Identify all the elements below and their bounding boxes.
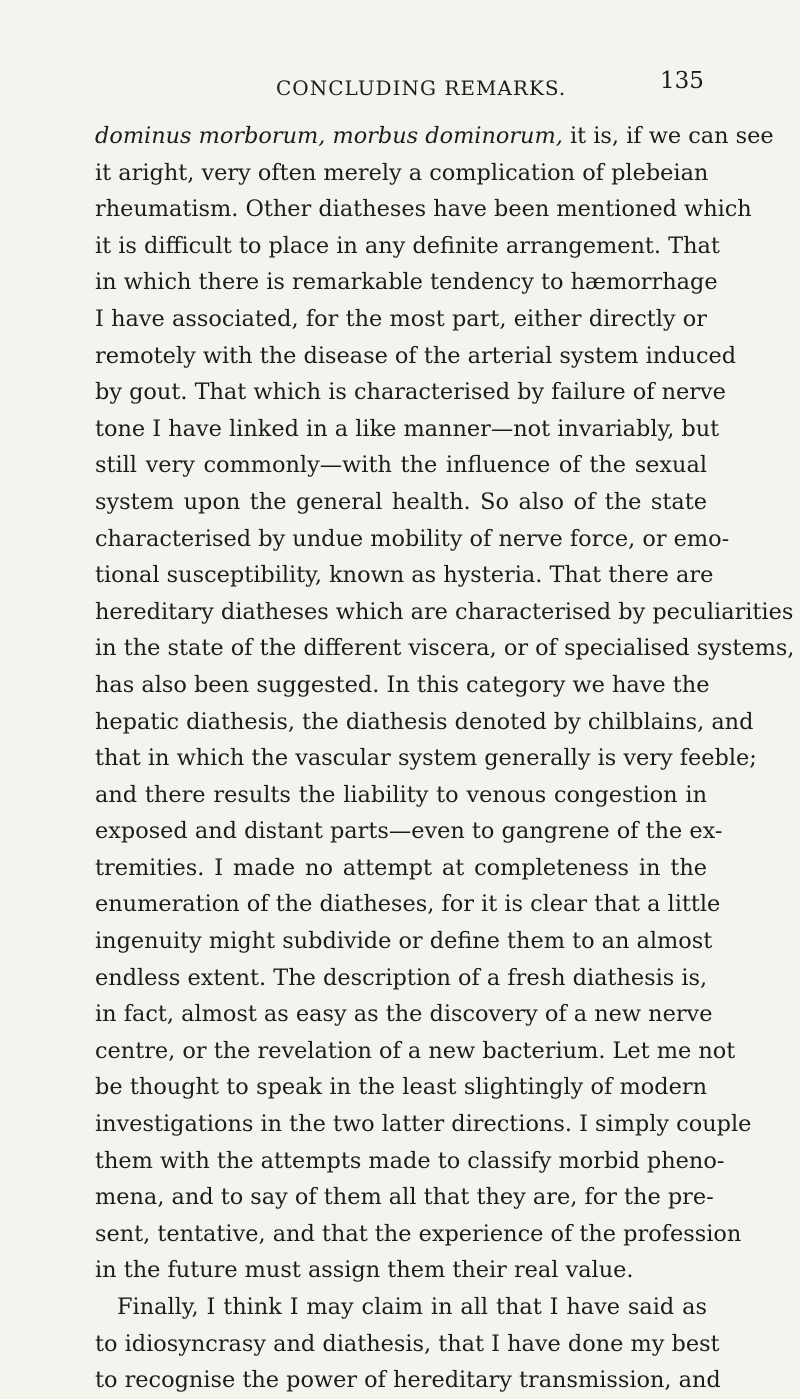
text-line: to recognise the power of hereditary transmission, and <box>95 1367 721 1394</box>
text-line: mena, and to say of them all that they are, for the pre- <box>95 1184 714 1211</box>
text-line: be thought to speak in the least slightingly of modern <box>95 1074 707 1101</box>
running-head <box>0 68 800 110</box>
text-line: in which there is remarkable tendency to hæmorrhage <box>95 269 718 296</box>
text-line-rest: it is, if we can see <box>562 123 774 149</box>
text-line: in the state of the different viscera, or of specialised systems, <box>95 635 795 662</box>
text-line: characterised by undue mobility of nerve force, or emo- <box>95 525 730 552</box>
text-line: I have associated, for the most part, either directly or <box>95 305 707 332</box>
text-line: that in which the vascular system generally is very feeble; <box>95 745 757 772</box>
text-line: hepatic diathesis, the diathesis denoted by chilblains, and <box>95 708 754 735</box>
text-line: tional susceptibility, known as hysteria. That there are <box>95 562 714 589</box>
text-line paragraph-start: Finally, I think I may claim in all that I have said as <box>117 1294 707 1320</box>
text-line: investigations in the two latter directions. I simply couple <box>95 1111 752 1138</box>
running-title: CONCLUDING REMARKS. <box>276 76 567 100</box>
text-line: by gout. That which is characterised by failure of nerve <box>95 379 726 406</box>
text-line: endless extent. The description of a fresh diathesis is, <box>95 964 708 991</box>
text-line: remotely with the disease of the arterial system induced <box>95 342 737 369</box>
italic-phrase: dominus morborum, morbus dominorum, <box>95 123 563 149</box>
text-line <box>95 118 774 155</box>
body-text <box>95 118 795 1399</box>
text-line: tone I have linked in a like manner—not invariably, but <box>95 415 720 442</box>
text-line: system upon the general health. So also of the state <box>95 488 707 515</box>
page-number: 135 <box>660 68 704 94</box>
text-line: to idiosyncrasy and diathesis, that I have done my best <box>95 1330 720 1357</box>
text-line: in fact, almost as easy as the discovery of a new nerve <box>95 1001 713 1028</box>
text-line: sent, tentative, and that the experience of the profession <box>95 1220 742 1247</box>
text-line: tremities. I made no attempt at completeness in the <box>95 854 707 881</box>
text-line: enumeration of the diatheses, for it is clear that a little <box>95 891 721 918</box>
text-line: centre, or the revelation of a new bacterium. Let me not <box>95 1037 736 1064</box>
text-line: ingenuity might subdivide or define them to an almost <box>95 928 713 955</box>
text-line: exposed and distant parts—even to gangrene of the ex- <box>95 818 723 845</box>
text-line: and there results the liability to venous congestion in <box>95 781 707 808</box>
text-line: still very commonly—with the influence of the sexual <box>95 452 707 479</box>
text-line: it aright, very often merely a complication of plebeian <box>95 159 709 186</box>
text-line: has also been suggested. In this category we have the <box>95 671 710 698</box>
text-line paragraph-end: in the future must assign them their real value. <box>95 1257 634 1284</box>
text-line: rheumatism. Other diatheses have been mentioned which <box>95 196 752 223</box>
text-line: them with the attempts made to classify morbid pheno- <box>95 1147 725 1174</box>
text-line: it is difficult to place in any definite arrangement. That <box>95 232 720 259</box>
text-line: hereditary diatheses which are characterised by peculiarities <box>95 598 794 625</box>
